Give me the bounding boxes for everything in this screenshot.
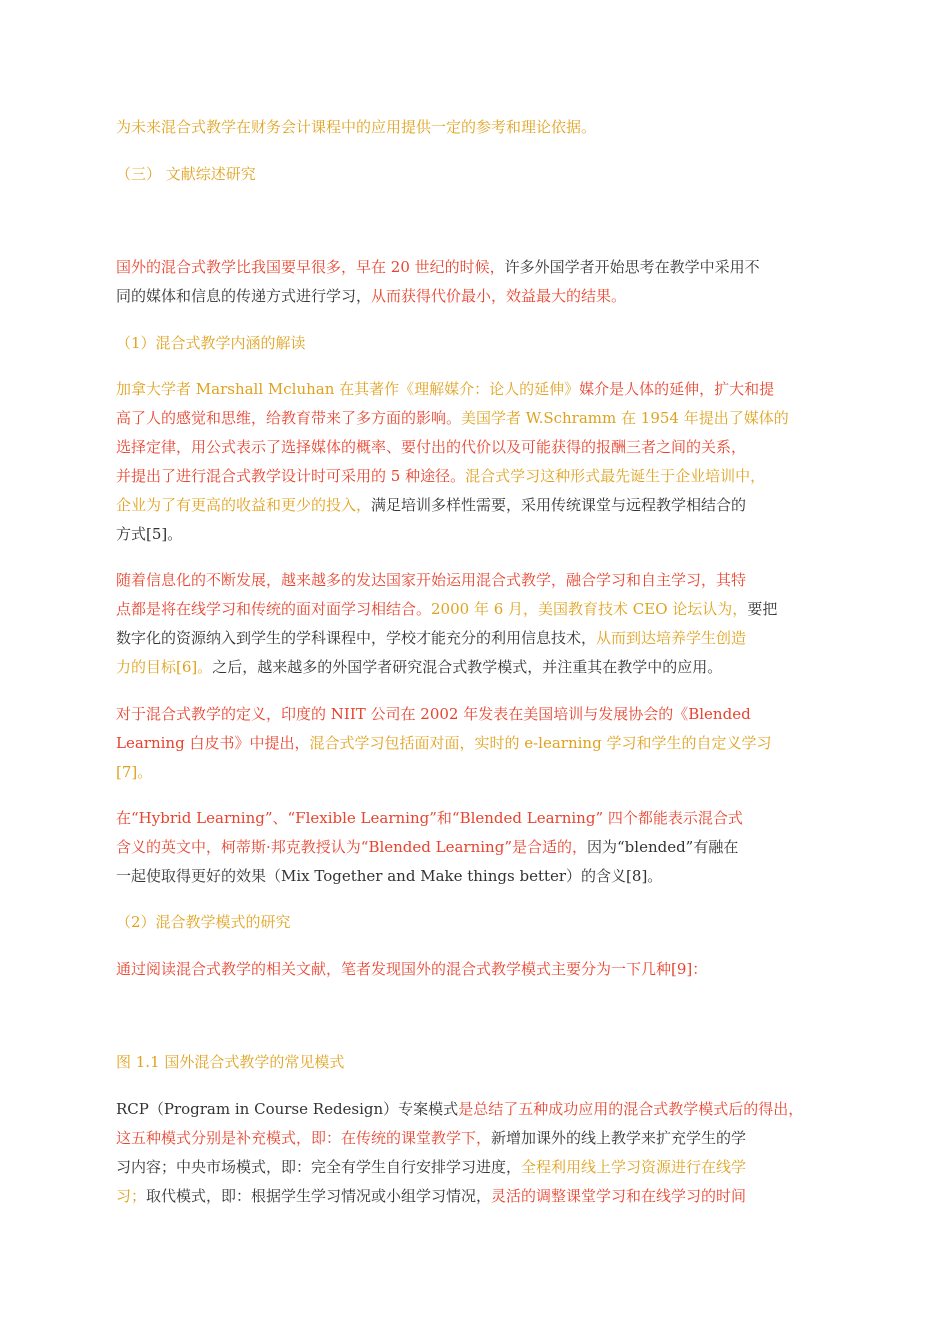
text-line: [116, 804, 836, 833]
text-segment: 是总结了五种成功应用的混合式教学模式后的得出，: [458, 1100, 804, 1118]
text-segment: 随着信息化的不断发展，越来越多的发达国家开始运用混合式教学，融合学习和自主学习，其特: [116, 571, 747, 589]
subheading-connotation: [116, 329, 836, 358]
paragraph-foreign-blended-intro: [116, 253, 836, 311]
text-segment: 选择定律，用公式表示了选择媒体的概率、要付出的代价以及可能获得的报酬三者之间的关系，: [116, 438, 747, 456]
paragraph-informatization: [116, 566, 836, 682]
text-line: [116, 282, 836, 311]
text-segment: 数字化的资源纳入到学生的学科课程中，学校才能充分的利用信息技术，: [116, 629, 597, 647]
text-segment: 满足培训多样性需要，采用传统课堂与远程教学相结合的: [371, 496, 747, 514]
text-segment: 媒介是人体的延伸，扩大和提: [579, 380, 775, 398]
text-segment: 许多外国学者开始思考在教学中采用不: [504, 258, 760, 276]
text-line: [116, 375, 836, 404]
text-segment: 习；: [116, 1187, 147, 1205]
text-segment: 2000 年 6 月，美国教育技术 CEO 论坛认为，: [431, 600, 748, 618]
text-segment: [7]。: [116, 763, 153, 781]
text-line: [116, 253, 836, 282]
text-line: [116, 1182, 836, 1211]
section-heading-literature-review: [116, 160, 836, 189]
text-segment: 要把: [747, 600, 778, 618]
text-segment: Learning 白皮书》中提出，: [116, 734, 310, 752]
text-line: [116, 908, 836, 937]
text-line: [116, 624, 836, 653]
text-segment: （2）混合教学模式的研究: [116, 913, 291, 931]
paragraph-model-types-intro: [116, 955, 836, 984]
text-segment: RCP（Program in Course Redesign）专案模式: [116, 1100, 459, 1118]
intro-closing-line: [116, 113, 836, 142]
text-segment: 一起使取得更好的效果（Mix Together and Make things better）的含义[8]。: [116, 867, 663, 885]
text-line: [116, 160, 836, 189]
text-line: [116, 833, 836, 862]
text-segment: 混合式学习这种形式最先诞生于企业培训中，: [465, 467, 766, 485]
text-segment: 新增加课外的线上教学来扩充学生的学: [491, 1129, 747, 1147]
text-segment: 混合式学习包括面对面，实时的 e-learning 学习和学生的自定义学习: [309, 734, 772, 752]
text-segment: 同的媒体和信息的传递方式进行学习，: [116, 287, 372, 305]
text-segment: （三） 文献综述研究: [116, 165, 256, 183]
text-line: [116, 1048, 836, 1077]
text-segment: 这五种模式分别是补充模式，即：在传统的课堂教学下，: [116, 1129, 492, 1147]
text-segment: 并提出了进行混合式教学设计时可采用的 5 种途径。: [116, 467, 466, 485]
text-segment: 从而获得代价最小，效益最大的结果。: [371, 287, 627, 305]
text-segment: 习内容；中央市场模式，即：完全有学生自行安排学习进度，: [116, 1158, 522, 1176]
text-segment: 之后，越来越多的外国学者研究混合式教学模式，并注重其在教学中的应用。: [212, 658, 723, 676]
text-segment: 国外的混合式教学比我国要早很多，早在 20 世纪的时候，: [116, 258, 505, 276]
text-line: [116, 329, 836, 358]
text-segment: 含义的英文中，柯蒂斯·邦克教授认为“Blended Learning”是合适的，: [116, 838, 587, 856]
text-line: [116, 520, 836, 549]
text-line: [116, 700, 836, 729]
text-segment: 从而到达培养学生创造: [596, 629, 747, 647]
text-segment: 在“Hybrid Learning”、“Flexible Learning”和“Blended Learning” 四个都能表示混合式: [116, 809, 743, 827]
text-segment: 加拿大学者 Marshall Mcluhan 在其著作《理解媒介：论人的延伸》: [116, 380, 580, 398]
text-line: [116, 1124, 836, 1153]
text-line: [116, 491, 836, 520]
text-segment: 取代模式，即：根据学生学习情况或小组学习情况，: [146, 1187, 492, 1205]
text-line: [116, 1095, 836, 1124]
text-segment: 企业为了有更高的收益和更少的投入，: [116, 496, 372, 514]
text-line: [116, 955, 836, 984]
text-line: [116, 862, 836, 891]
text-line: [116, 113, 836, 142]
subheading-model-research: [116, 908, 836, 937]
text-segment: 通过阅读混合式教学的相关文献，笔者发现国外的混合式教学模式主要分为一下几种[9]：: [116, 960, 708, 978]
text-segment: （1）混合式教学内涵的解读: [116, 334, 306, 352]
text-line: [116, 595, 836, 624]
text-segment: 高了人的感觉和思维，给教育带来了多方面的影响。: [116, 409, 462, 427]
text-line: [116, 729, 836, 758]
text-segment: 美国学者 W.Schramm 在 1954 年提出了媒体的: [461, 409, 789, 427]
text-segment: 方式[5]。: [116, 525, 183, 543]
text-line: [116, 404, 836, 433]
text-line: [116, 1153, 836, 1182]
text-segment: 灵活的调整课堂学习和在线学习的时间: [491, 1187, 747, 1205]
text-line: [116, 653, 836, 682]
text-segment: 力的目标[6]。: [116, 658, 213, 676]
text-segment: 图 1.1 国外混合式教学的常见模式: [116, 1053, 345, 1071]
text-segment: 对于混合式教学的定义，印度的 NIIT 公司在 2002 年发表在美国培训与发展协会的《Blended: [116, 705, 751, 723]
text-segment: 全程利用线上学习资源进行在线学: [521, 1158, 747, 1176]
paragraph-niit-definition: [116, 700, 836, 787]
paragraph-mcluhan-schramm: [116, 375, 836, 549]
text-line: [116, 462, 836, 491]
text-line: [116, 758, 836, 787]
figure-caption: [116, 1048, 836, 1077]
text-segment: 为未来混合式教学在财务会计课程中的应用提供一定的参考和理论依据。: [116, 118, 597, 136]
paragraph-rcp-models: [116, 1095, 836, 1211]
text-line: [116, 566, 836, 595]
text-line: [116, 433, 836, 462]
text-segment: 点都是将在线学习和传统的面对面学习相结合。: [116, 600, 432, 618]
text-segment: 因为“blended”有融在: [587, 838, 739, 856]
paragraph-hybrid-flexible-blended: [116, 804, 836, 891]
